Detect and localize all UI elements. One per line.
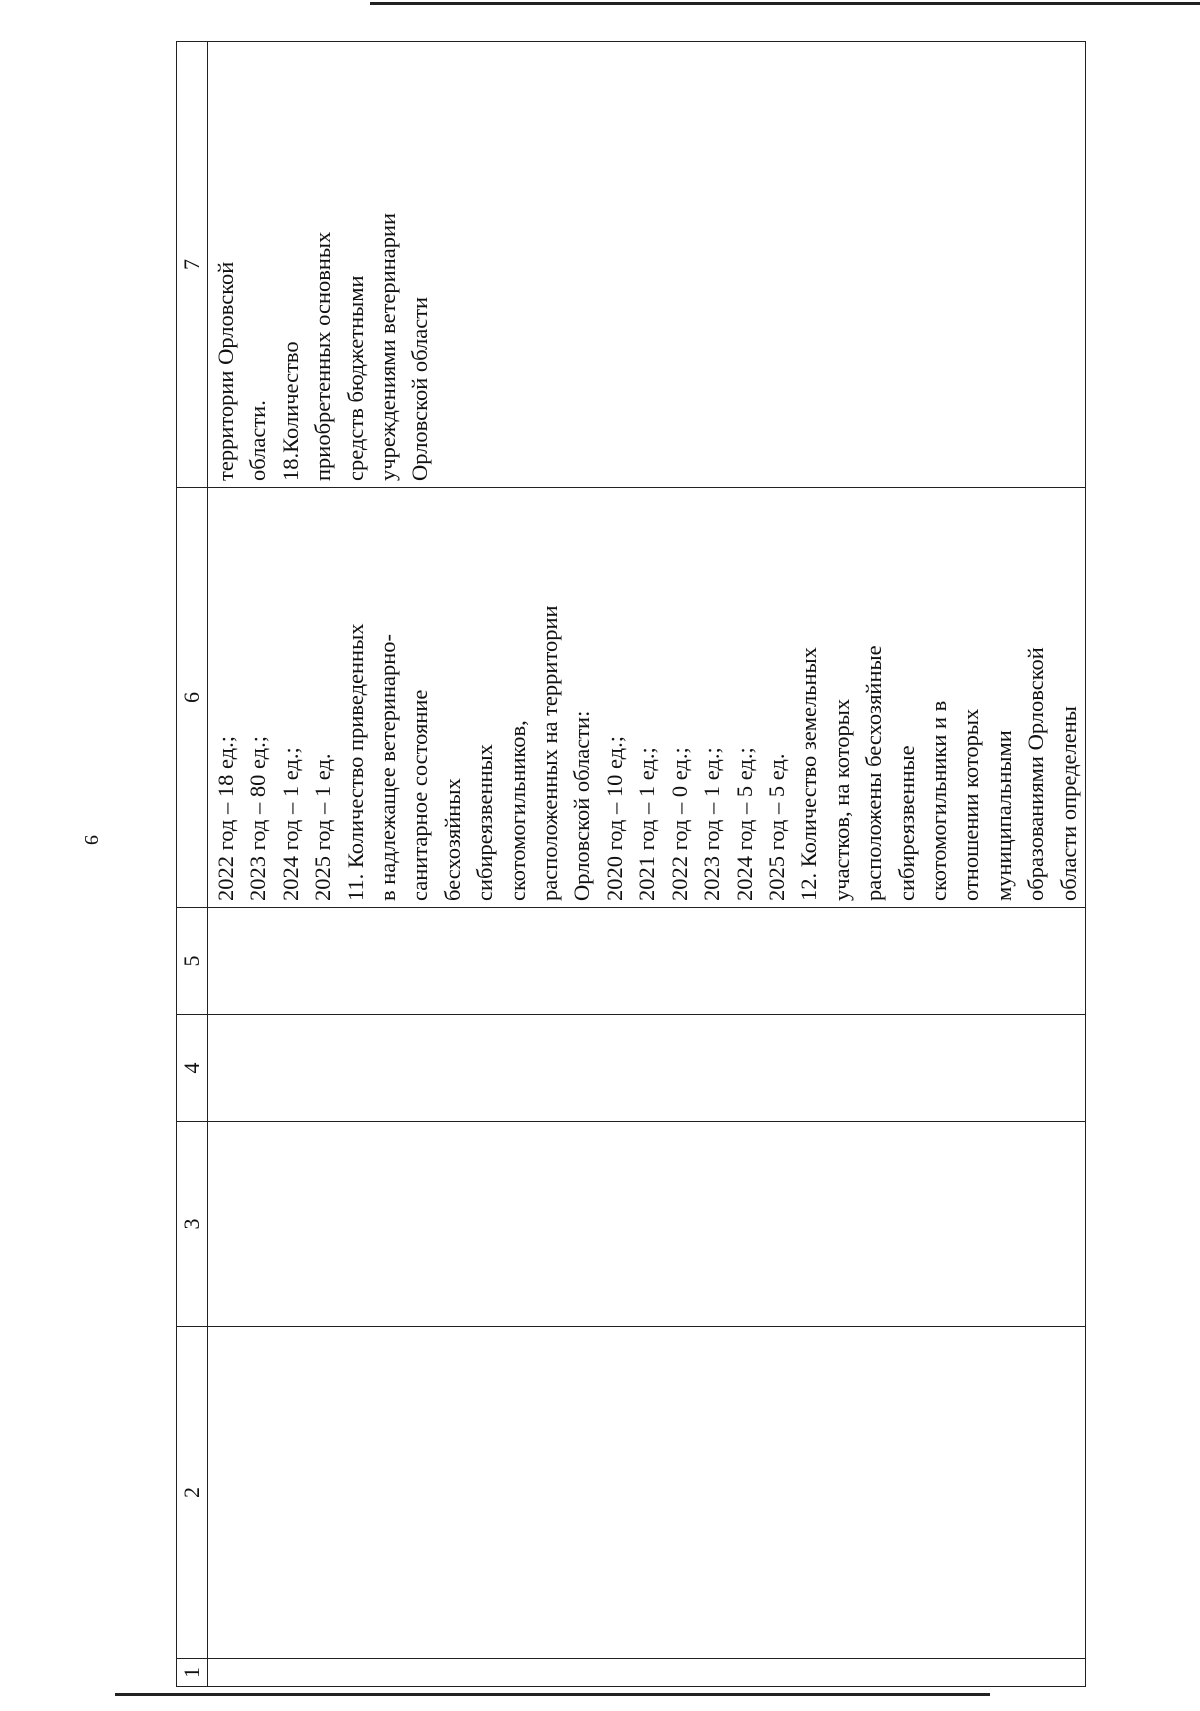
col7-line: средств бюджетными — [342, 275, 368, 481]
col6-line: Орловской области: — [569, 710, 595, 901]
col6-line: 2021 год – 1 ед.; — [634, 747, 660, 901]
col6-line: сибиреязвенные — [893, 745, 919, 901]
col6-line: 2022 год – 0 ед.; — [666, 747, 692, 901]
col6-line: сибиреязвенных — [472, 744, 498, 901]
header-col-2: 2 — [177, 1327, 208, 1659]
table-header-row — [177, 42, 208, 1687]
document-table — [176, 41, 1086, 1687]
col7-line: приобретенных основных — [310, 231, 336, 481]
col6-line: скотомогильников, — [504, 720, 530, 901]
cell-col-6 — [208, 488, 1086, 908]
cell-col-2 — [208, 1327, 1086, 1659]
col7-line: 18.Количество — [277, 341, 303, 481]
cell-col-1 — [208, 1659, 1086, 1687]
col6-line: расположенных на территории — [537, 605, 563, 901]
col6-line: расположены бесхозяйные — [861, 645, 887, 901]
col7-line: Орловской области — [407, 296, 433, 481]
header-col-7: 7 — [177, 42, 208, 488]
col6-line: санитарное состояние — [407, 689, 433, 901]
col6-line: 2023 год – 1 ед.; — [699, 747, 725, 901]
cell-col-4 — [208, 1015, 1086, 1122]
col6-line: области определены — [1055, 706, 1081, 901]
col6-line: 2025 год – 5 ед. — [763, 753, 789, 901]
table-body-row — [208, 42, 1086, 1687]
header-col-1: 1 — [177, 1659, 208, 1687]
cell-col-5 — [208, 908, 1086, 1015]
col6-line: 2023 год – 80 ед.; — [245, 736, 271, 901]
col6-line: 2024 год – 5 ед.; — [731, 747, 757, 901]
header-col-4: 4 — [177, 1015, 208, 1122]
col6-line: 12. Количество земельных — [796, 647, 822, 901]
col6-line: скотомогильники и в — [925, 700, 951, 901]
col6-line: образованиями Орловской — [1023, 647, 1049, 901]
col6-line: в надлежащее ветеринарно- — [375, 633, 401, 901]
col6-line: отношении которых — [958, 708, 984, 901]
col6-line: 2024 год – 1 ед.; — [277, 747, 303, 901]
col7-line: учреждениями ветеринарии — [375, 212, 401, 481]
header-col-5: 5 — [177, 908, 208, 1015]
col6-line: участков, на которых — [828, 698, 854, 901]
cell-col-7 — [208, 42, 1086, 488]
cell-col-3 — [208, 1122, 1086, 1327]
table-rotator — [176, 42, 1086, 1687]
col6-line: бесхозяйных — [439, 778, 465, 901]
header-col-3: 3 — [177, 1122, 208, 1327]
col6-line: 2025 год – 1 ед. — [310, 753, 336, 901]
rotated-table-sheet — [176, 42, 1086, 1687]
col6-line: 2022 год – 18 ед.; — [213, 736, 238, 901]
bottom-rule — [115, 1693, 990, 1696]
col6-line: 11. Количество приведенных — [342, 623, 368, 901]
page-number: 9 — [80, 835, 102, 845]
col6-line: 2020 год – 10 ед.; — [601, 736, 627, 901]
col7-line: территории Орловской — [213, 261, 238, 481]
top-rule — [370, 2, 1200, 5]
header-col-6: 6 — [177, 488, 208, 908]
col7-line: области. — [245, 400, 271, 481]
col6-line: муниципальными — [990, 730, 1016, 901]
